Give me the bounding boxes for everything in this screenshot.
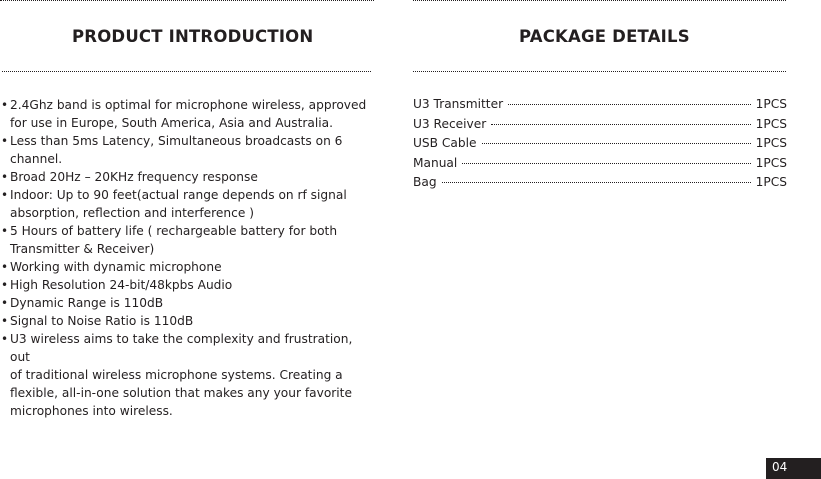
feature-text-line: channel. — [10, 152, 63, 166]
feature-text-line: 2.4Ghz band is optimal for microphone wireless, approved — [10, 98, 367, 112]
bullet-icon: • — [1, 260, 9, 274]
feature-text-line: Transmitter & Receiver) — [10, 242, 155, 256]
package-item-name: U3 Receiver — [413, 116, 487, 131]
bullet-icon: • — [1, 278, 9, 292]
bullet-icon: • — [1, 314, 9, 328]
package-item-quantity: 1PCS — [755, 136, 787, 151]
heading-divider-left — [2, 71, 371, 72]
feature-text-line: Dynamic Range is 110dB — [10, 296, 164, 310]
dot-leader — [508, 104, 751, 105]
feature-text-line: Working with dynamic microphone — [10, 260, 222, 274]
feature-item — [1, 276, 374, 294]
feature-list — [1, 96, 374, 420]
package-item — [413, 134, 787, 154]
feature-item — [1, 312, 374, 330]
feature-item — [1, 96, 374, 132]
feature-text-line: Indoor: Up to 90 feet(actual range depends on rf signal — [10, 188, 347, 202]
feature-text-line: Broad 20Hz – 20KHz frequency response — [10, 170, 258, 184]
product-introduction-heading: PRODUCT INTRODUCTION — [72, 27, 314, 46]
package-item-quantity: 1PCS — [755, 97, 787, 111]
page-number-badge — [766, 458, 821, 479]
package-item — [413, 95, 787, 115]
bullet-icon: • — [1, 332, 9, 346]
package-item-name: Bag — [413, 175, 437, 190]
package-list — [413, 95, 787, 193]
feature-item — [1, 222, 374, 258]
top-divider-left — [0, 0, 374, 1]
bullet-icon: • — [1, 134, 9, 148]
package-item-quantity: 1PCS — [755, 116, 787, 131]
dot-leader — [491, 124, 750, 125]
dot-leader — [462, 163, 750, 164]
package-item-quantity: 1PCS — [755, 175, 787, 190]
package-item-name: U3 Transmitter — [413, 97, 504, 111]
package-details-heading: PACKAGE DETAILS — [519, 27, 690, 46]
bullet-icon: • — [1, 296, 9, 310]
bullet-icon: • — [1, 188, 9, 202]
package-item — [413, 154, 787, 174]
bullet-icon: • — [1, 98, 9, 112]
feature-text-line: Less than 5ms Latency, Simultaneous broadcasts on 6 — [10, 134, 343, 148]
feature-text-line: U3 wireless aims to take the complexity and frustration, out — [10, 332, 353, 364]
feature-item — [1, 330, 374, 420]
heading-divider-right — [413, 71, 786, 72]
feature-item — [1, 258, 374, 276]
package-item — [413, 115, 787, 135]
bullet-icon: • — [1, 224, 9, 238]
package-item — [413, 173, 787, 193]
package-item-quantity: 1PCS — [755, 155, 787, 170]
dot-leader — [482, 143, 751, 144]
feature-text-line: microphones into wireless. — [10, 404, 173, 418]
feature-text-line: High Resolution 24-bit/48kpbs Audio — [10, 278, 233, 292]
feature-text-line: flexible, all-in-one solution that makes any your favorite — [10, 386, 352, 400]
page-number: 04 — [772, 460, 788, 474]
feature-text-line: Signal to Noise Ratio is 110dB — [10, 314, 194, 328]
package-item-name: Manual — [413, 155, 458, 170]
feature-text-line: of traditional wireless microphone systems. Creating a — [10, 368, 343, 382]
feature-text-line: 5 Hours of battery life ( rechargeable battery for both — [10, 224, 338, 238]
feature-text-line: absorption, reflection and interference ) — [10, 206, 254, 220]
bullet-icon: • — [1, 170, 9, 184]
dot-leader — [442, 182, 751, 183]
feature-item — [1, 132, 374, 168]
feature-item — [1, 294, 374, 312]
feature-item — [1, 186, 374, 222]
feature-item — [1, 168, 374, 186]
top-divider-right — [413, 0, 786, 1]
package-item-name: USB Cable — [413, 136, 477, 151]
feature-text-line: for use in Europe, South America, Asia and Australia. — [10, 116, 333, 130]
